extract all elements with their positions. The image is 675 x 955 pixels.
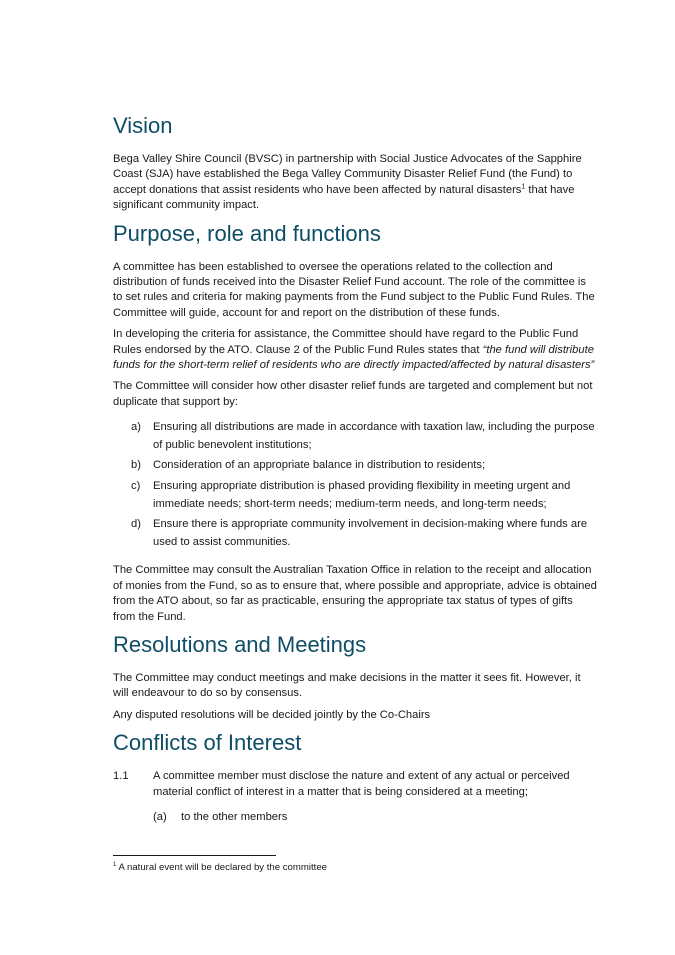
support-criteria-list (113, 419, 598, 551)
resolutions-paragraph-2: Any disputed resolutions will be decided jointly by the Co-Chairs (113, 708, 431, 721)
sub-clause (153, 810, 598, 825)
list-item-text: Ensuring all distributions are made in accordance with taxation law, including the purpose of public benevolent institutions; (153, 421, 595, 451)
list-item-marker: a) (131, 421, 141, 434)
clause-1-1-a (113, 810, 598, 825)
list-item (113, 457, 598, 475)
purpose-paragraph-2-lead: In developing the criteria for assistance, the Committee should have regard to the Public Fund Rules endorsed by the ATO. Clause 2 of the Public Fund Rules states that (113, 328, 579, 356)
resolutions-paragraph-1: The Committee may conduct meetings and make decisions in the matter it sees fit. However, it will endeavour to do so by consensus. (113, 672, 581, 700)
list-item (113, 516, 598, 551)
footnote-separator (113, 855, 276, 856)
purpose-paragraph-1: A committee has been established to oversee the operations related to the collection and distribution of funds received into the Disaster Relief Fund account. The role of the committee is to set rules and criteria for making payments from the Fund subject to the Public Fund Rules. The Committee will guide, account for and report on the distribution of these funds. (113, 260, 595, 319)
list-item-marker: b) (131, 459, 141, 472)
purpose-paragraph-4: The Committee may consult the Australian Taxation Office in relation to the receipt and allocation of monies from the Fund, so as to ensure that, where possible and appropriate, advice is obtained from the ATO about, so far as practicable, ensuring the appropriate tax status of types of gifts from the Fund. (113, 564, 597, 623)
vision-paragraph-text: Bega Valley Shire Council (BVSC) in partnership with Social Justice Advocates of the Sapphire Coast (SJA) have established the Bega Valley Community Disaster Relief Fund (the Fund) to accept donations that assist residents who have been affected by natural disasters (113, 153, 582, 196)
vision-heading: Vision (113, 113, 173, 138)
list-item-text: Consideration of an appropriate balance in distribution to residents; (153, 459, 486, 472)
list-item (113, 419, 598, 454)
clause-number: 1.1 (113, 770, 129, 783)
purpose-paragraph-2 (113, 327, 598, 373)
list-item-text: Ensure there is appropriate community involvement in decision-making where funds are used to assist communities. (153, 518, 588, 548)
vision-paragraph-tail: that have significant community impact. (113, 183, 575, 212)
list-item-marker: c) (131, 480, 141, 493)
clause-text: A committee member must disclose the nature and extent of any actual or perceived material conflict of interest in a matter that is being considered at a meeting; (153, 770, 570, 798)
conflicts-heading: Conflicts of Interest (113, 730, 302, 756)
purpose-paragraph-3: The Committee will consider how other disaster relief funds are targeted and complement but not duplicate that support by: (113, 380, 593, 408)
footnote-text: A natural event will be declared by the committee (116, 862, 327, 873)
document-body (113, 112, 598, 826)
footnote (113, 861, 598, 874)
vision-paragraph (113, 152, 598, 214)
purpose-heading: Purpose, role and functions (113, 220, 381, 246)
list-item-text: Ensuring appropriate distribution is phased providing flexibility in meeting urgent and immediate needs; short-term needs; medium-term needs, and long-term needs; (153, 480, 571, 510)
sub-clause-marker: (a) (153, 811, 167, 824)
footnote-reference[interactable]: 1 (521, 183, 526, 191)
sub-clause-text: to the other members (181, 811, 288, 824)
public-fund-rules-quote: “the fund will distribute funds for the short-term relief of residents who are directly impacted/affected by natural disasters” (113, 343, 595, 372)
list-item-marker: d) (131, 518, 141, 531)
clause-1-1 (113, 769, 598, 800)
footnote-number: 1 (113, 861, 117, 868)
list-item (113, 478, 598, 513)
resolutions-heading: Resolutions and Meetings (113, 632, 367, 658)
